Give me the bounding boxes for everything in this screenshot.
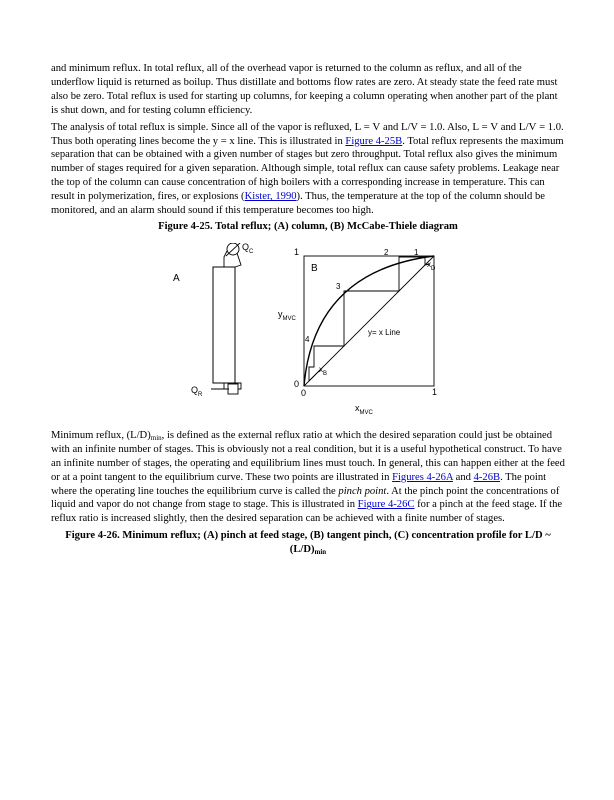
symbol-l-equals-v: L = V: [354, 120, 381, 133]
fig-label-a: A: [173, 272, 180, 284]
link-kister-1990[interactable]: Kister, 1990: [244, 191, 297, 203]
x-axis-one: 1: [432, 386, 438, 397]
stage-4-label: 4: [305, 334, 310, 344]
y-equals-x-line-label: y= x Line: [368, 327, 401, 337]
reboiler-icon: [228, 384, 238, 394]
stage-steps: [309, 257, 425, 381]
stage-3-label: 3: [336, 281, 341, 291]
overhead-vapor-line: [224, 251, 227, 267]
xb-label: $x_B$: [319, 364, 328, 377]
figure-4-25-diagram: [171, 243, 451, 421]
xd-label: $x_D$: [427, 259, 436, 272]
column-shell: [213, 267, 235, 383]
stage-1-label: 1: [414, 247, 419, 257]
link-figures-4-26a[interactable]: Figures 4-26A: [392, 471, 453, 483]
paragraph-total-reflux-intro: and minimum reflux. In total reflux, all of the overhead vapor is returned to the column as reflux, and all of the underflow liquid is returned as boilup. Thus distillate and bottoms flow rates are zero. At steady state the feed rate must also be zero. Total reflux is used for starting up columns, for keeping a column operating when another part of the plant is shut down, and for testing column efficiency.: [51, 63, 558, 116]
symbol-lbar-over-vbar: L/V: [518, 120, 537, 133]
stage-2-label: 2: [384, 247, 389, 257]
reboiler-duty-label: $Q_R$: [191, 384, 203, 398]
x-axis-label: $x_{MVC}$: [355, 402, 373, 416]
figure-4-26-caption: Figure 4-26. Minimum reflux; (A) pinch at feed stage, (B) tangent pinch, (C) concentration profile for L/D ~ $(L/D)_{min}$: [65, 530, 551, 557]
x-axis-zero: 0: [301, 387, 307, 398]
y-axis-one: 1: [294, 246, 300, 257]
paragraph-total-reflux-analysis: The analysis of total reflux is simple. Since all of the vapor is refluxed, L = V and L/V = 1.0. Also, L = V and L/V = 1.0. Thus both operating lines become the y = x line. This is illustrated in Figure 4-25B. Total reflux represents the maximum separation that can be obtained with a given number of stages but zero throughput. Total reflux also gives the minimum number of stages required for a given separation. Although simple, total reflux can cause safety problems. Leakage near the top of the column can cause concentration of high boilers with a corresponding increase in temperature. This can result in polymerization, fires, or explosions (Kister, 1990). Thus, the temperature at the top of the column should be monitored, and an alarm should sound if this temperature becomes too high.: [51, 120, 564, 217]
y-axis-zero: 0: [294, 378, 300, 389]
link-figure-4-26b[interactable]: 4-26B: [473, 471, 501, 483]
document-page: [51, 62, 565, 557]
fig-label-b: B: [311, 262, 318, 274]
reflux-line: [235, 253, 241, 267]
y-axis-label: $y_{MVC}$: [278, 308, 296, 322]
link-figure-4-25b[interactable]: Figure 4-25B: [345, 135, 403, 147]
condenser-duty-label: $Q_C$: [242, 242, 254, 255]
paragraph-minimum-reflux: Minimum reflux, $(L/D)_{min}$, is defined as the external reflux ratio at which the desired separation could just be obtained with an infinite number of stages. This is obviously not a real condition, but it is a useful hypothetical construct. To have an infinite number of stages, the operating and equilibrium lines must touch. In general, this can happen either at the feed or at a point tangent to the equilibrium curve. These two points are illustrated in Figures 4-26A and 4-26B. The point where the operating line touches the equilibrium curve is called the pinch point. At the pinch point the concentrations of liquid and vapor do not change from stage to stage. This is illustrated in Figure 4-26C for a pinch at the feed stage. If the reflux ratio is increased slightly, then the desired separation can be achieved with a finite number of stages.: [51, 429, 565, 525]
figure-4-25-caption: Figure 4-25. Total reflux; (A) column, (B) McCabe-Thiele diagram: [158, 220, 458, 232]
term-pinch-point: pinch point: [338, 485, 387, 497]
link-figure-4-26c[interactable]: Figure 4-26C: [357, 499, 415, 511]
symbol-lbar-equals-vbar: L = V: [472, 120, 499, 133]
